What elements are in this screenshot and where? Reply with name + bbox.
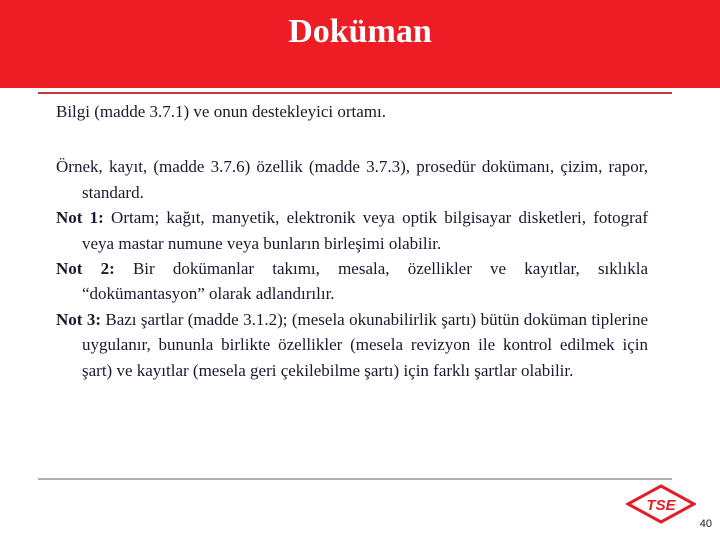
top-divider — [38, 92, 672, 94]
note-3 — [56, 307, 648, 383]
slide-title: Doküman — [288, 13, 432, 50]
logo-text: TSE — [646, 497, 676, 514]
slide-body — [56, 99, 648, 383]
note-1-text: Ortam; kağıt, manyetik, elektronik veya optik bilgisayar disketleri, fotograf veya mastar numune veya bunların birleşimi olabilir. — [82, 208, 648, 253]
note-2-label: Not 2: — [56, 259, 115, 279]
note-3-text: Bazı şartlar (madde 3.1.2); (mesela okunabilirlik şartı) bütün doküman tiplerine uygulanır, bununla birlikte özellikler (mesela revizyon ile kontrol edilmek için şart) ve kayıtlar (mesela geri çekilebilme şartı) için farklı şartlar olabilir. — [82, 309, 648, 380]
page-number: 40 — [699, 518, 712, 530]
tse-logo-icon — [626, 484, 696, 524]
note-2-text: Bir dokümanlar takımı, mesala, özellikler ve kayıtlar, sıklıkla “dokümantasyon” olarak adlandırılır. — [82, 259, 648, 304]
note-1-label: Not 1: — [56, 208, 104, 228]
definition-text: Bilgi (madde 3.7.1) ve onun destekleyici ortamı. — [56, 102, 387, 121]
bottom-divider — [38, 478, 672, 480]
title-bar — [0, 0, 720, 88]
note-2 — [56, 256, 648, 307]
note-1 — [56, 205, 648, 256]
note-3-label: Not 3: — [56, 309, 101, 329]
example-text: Örnek, kayıt, (madde 3.7.6) özellik (madde 3.7.3), prosedür dokümanı, çizim, rapor, standard. — [56, 157, 648, 202]
